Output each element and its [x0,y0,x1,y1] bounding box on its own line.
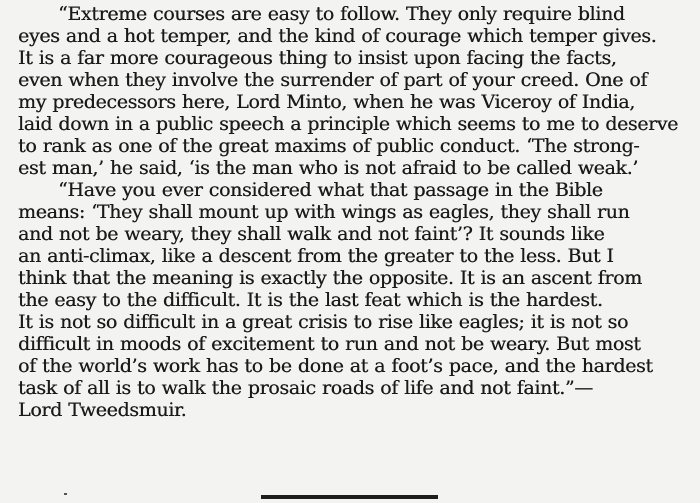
section-rule [261,495,438,499]
text-line: est man,’ he said, ‘is the man who is not afraid to be called weak.’ [18,157,638,179]
text-line: task of all is to walk the prosaic roads of life and not faint.”— [18,377,593,399]
text-line: even when they involve the surrender of part of your creed. One of [18,69,648,91]
text-line: and not be weary, they shall walk and not faint’? It sounds like [18,223,605,245]
text-line: laid down in a public speech a principle which seems to me to deserve [18,113,678,135]
text-line: means: ‘They shall mount up with wings as eagles, they shall run [18,201,630,223]
text-line: difficult in moods of excitement to run and not be weary. But most [18,333,641,355]
text-line: eyes and a hot temper, and the kind of courage which temper gives. [18,25,657,47]
quotation-text [18,3,700,421]
text-line: of the world’s work has to be done at a foot’s pace, and the hardest [18,355,653,377]
text-line: “Have you ever considered what that passage in the Bible [58,179,603,201]
text-line: my predecessors here, Lord Minto, when he was Viceroy of India, [18,91,635,113]
attribution-line: Lord Tweedsmuir. [18,399,187,421]
text-line: the easy to the difficult. It is the last feat which is the hardest. [18,289,603,311]
text-line: It is a far more courageous thing to insist upon facing the facts, [18,47,617,69]
text-line: “Extreme courses are easy to follow. They only require blind [58,3,625,25]
text-line: think that the meaning is exactly the opposite. It is an ascent from [18,267,642,289]
text-line: to rank as one of the great maxims of public conduct. ‘The strong- [18,135,640,157]
print-speck [64,493,67,495]
text-line: It is not so difficult in a great crisis to rise like eagles; it is not so [18,311,629,333]
text-line: an anti-climax, like a descent from the greater to the less. But I [18,245,614,267]
